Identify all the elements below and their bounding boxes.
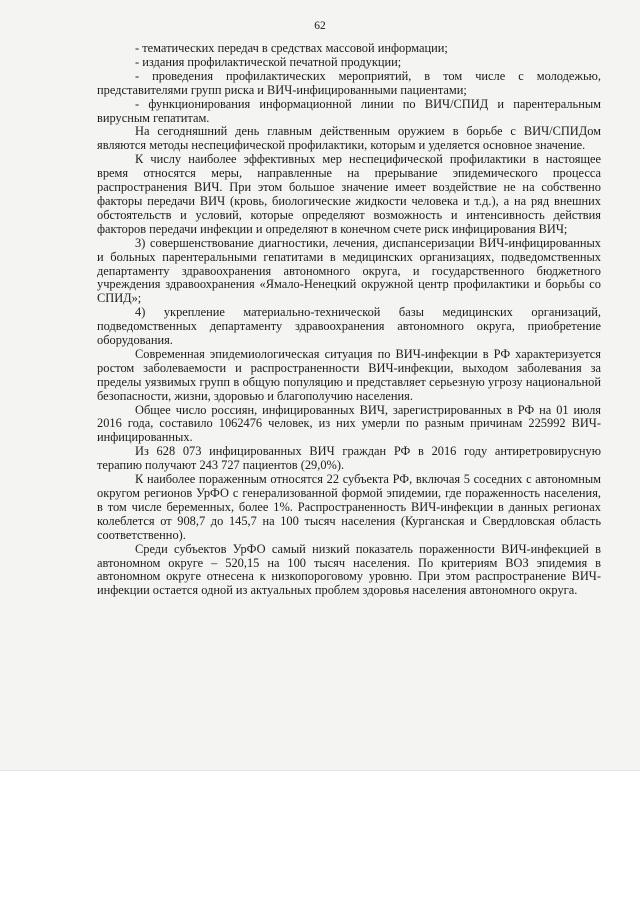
list-item-media: - тематических передач в средствах массовой информации;: [135, 41, 448, 55]
paragraph-urfo: Среди субъектов УрФО самый низкий показатель пораженности ВИЧ-инфекцией в автономном округе – 520,15 на 100 тысяч населения. По критериям ВОЗ эпидемия в автономном округе отнесена к низкопороговому уровню. При этом распространение ВИЧ-инфекции остается одной из актуальных проблем здоровья населения автономного округа.: [97, 541, 601, 598]
list-item-events: - проведения профилактических мероприятий, в том числе с молодежью, представителями групп риска и ВИЧ-инфицированными пациентами;: [97, 68, 601, 97]
paragraph-therapy: Из 628 073 инфицированных ВИЧ граждан РФ в 2016 году антиретровирусную терапию получают 243 727 пациентов (29,0%).: [97, 444, 601, 473]
list-item-hotline: - функционирования информационной линии по ВИЧ/СПИД и парентеральным вирусным гепатитам.: [97, 96, 601, 125]
paragraph-item-3: 3) совершенствование диагностики, лечения, диспансеризации ВИЧ-инфицированных и больных парентеральными гепатитами в медицинских организациях, подведомственных департаменту здравоохранения автономного округа, и государственного бюджетного учреждения здравоохранения «Ямало-Ненецкий окружной центр профилактики и борьбы со СПИД»;: [97, 235, 601, 306]
paragraph-nonspecific-prevention: К числу наиболее эффективных мер неспецифической профилактики в настоящее время относятся меры, направленные на прерывание эпидемического процесса распространения ВИЧ. При этом большое значение имеет воздействие не на собственно факторы передачи ВИЧ (кровь, биологические жидкости человека и т.д.), а на ряд внешних обстоятельств и условий, которые определяют возможность и интенсивность действия факторов передачи инфекции и определяют в конечном счете риск инфицирования ВИЧ;: [97, 152, 601, 236]
list-item-print: - издания профилактической печатной продукции;: [135, 54, 402, 69]
paragraph-main-weapon: На сегодняшний день главным действенным оружием в борьбе с ВИЧ/СПИДом являются методы неспецифической профилактики, которым и уделяется основное значение.: [97, 124, 601, 153]
paragraph-total-count: Общее число россиян, инфицированных ВИЧ, зарегистрированных в РФ на 01 июля 2016 года, составило 1062476 человек, из них умерли по разным причинам 225992 ВИЧ-инфицированных.: [97, 402, 601, 445]
paragraph-situation: Современная эпидемиологическая ситуация по ВИЧ-инфекции в РФ характеризуется ростом заболеваемости и распространенности ВИЧ-инфекции, выходом заболевания за пределы уязвимых групп в общую популяцию и представляет серьезную угрозу национальной безопасности, жизни, здоровью и благополучию населения.: [97, 346, 601, 403]
paragraph-item-4: 4) укрепление материально-технической базы медицинских организаций, подведомственных департаменту здравоохранения автономного округа, приобретение оборудования.: [97, 305, 601, 348]
page-body: [97, 42, 601, 598]
page-number: 62: [314, 20, 326, 32]
paragraph-most-affected: К наиболее пораженным относятся 22 субъекта РФ, включая 5 соседних с автономным округом регионов УрФО с генерализованной формой эпидемии, где пораженность населения, в том числе беременных, более 1%. Распространенность ВИЧ-инфекции в данных регионах колеблется от 908,7 до 145,7 на 100 тысяч населения (Курганская и Свердловская область соответственно).: [97, 472, 601, 542]
